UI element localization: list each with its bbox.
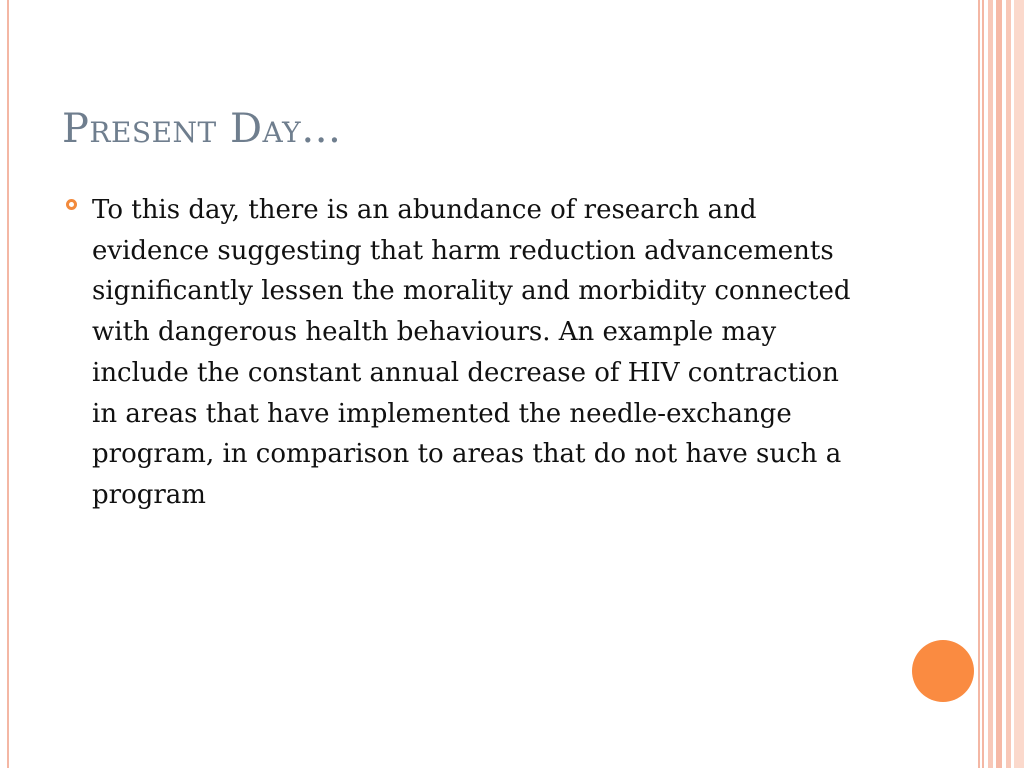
right-decorative-stripe <box>1006 0 1011 768</box>
orange-circle-icon <box>912 640 974 702</box>
right-decorative-stripe <box>988 0 993 768</box>
right-decorative-stripe <box>982 0 984 768</box>
left-frame-border <box>7 0 9 768</box>
slide-title: Present Day… <box>62 106 342 152</box>
bullet-text: To this day, there is an abundance of research and evidence suggesting that harm reduction advancements significantly lessen the morality and morbidity connected with dangerous health behaviours. An example may include the constant annual decrease of HIV contraction in areas that have implemented the needle-exchange program, in comparison to areas that do not have such a program <box>92 195 851 510</box>
orange-ring-bullet-icon <box>66 199 77 210</box>
right-decorative-stripe <box>996 0 1002 768</box>
right-decorative-stripe <box>978 0 980 768</box>
right-decorative-stripe <box>1014 0 1024 768</box>
